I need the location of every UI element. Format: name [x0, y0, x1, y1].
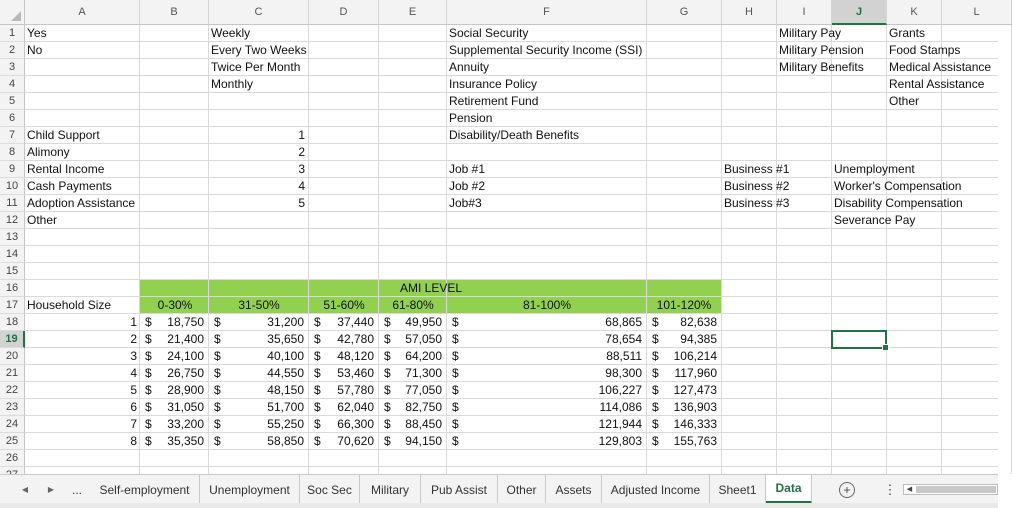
- currency-symbol: $: [452, 366, 459, 380]
- currency-symbol: $: [452, 315, 459, 329]
- ami-header-6: 101-120%: [656, 298, 712, 312]
- currency-symbol: $: [314, 349, 321, 363]
- currency-symbol: $: [384, 332, 391, 346]
- ami-value[interactable]: 37,440: [337, 315, 374, 329]
- grid-row-line: [25, 262, 998, 263]
- column-header-e[interactable]: E: [379, 0, 447, 25]
- cell-k3[interactable]: Medical Assistance: [889, 60, 992, 74]
- ami-value[interactable]: 70,620: [337, 434, 374, 448]
- sheet-tab-adjusted-income[interactable]: Adjusted Income: [602, 475, 710, 504]
- ami-value[interactable]: 155,763: [673, 434, 717, 448]
- horizontal-scrollbar[interactable]: [903, 484, 998, 495]
- sheet-tab-other[interactable]: Other: [498, 475, 546, 504]
- currency-symbol: $: [145, 366, 152, 380]
- currency-symbol: $: [214, 315, 221, 329]
- household-size-7[interactable]: 7: [130, 417, 137, 431]
- grid-row-line: [25, 466, 998, 467]
- ami-value[interactable]: 35,350: [167, 434, 204, 448]
- currency-symbol: $: [314, 434, 321, 448]
- ami-value[interactable]: 88,450: [405, 417, 442, 431]
- row-header-25[interactable]: 25: [0, 433, 25, 450]
- currency-symbol: $: [145, 434, 152, 448]
- ami-value[interactable]: 78,654: [605, 332, 642, 346]
- row-header-22[interactable]: 22: [0, 382, 25, 399]
- row-header-13[interactable]: 13: [0, 229, 25, 246]
- currency-symbol: $: [145, 417, 152, 431]
- cell-f9[interactable]: Job #1: [449, 162, 486, 176]
- currency-symbol: $: [214, 417, 221, 431]
- cell-j10[interactable]: Worker's Compensation: [834, 179, 962, 193]
- ami-value[interactable]: 71,300: [405, 366, 442, 380]
- ami-header-1: 0-30%: [157, 298, 193, 312]
- currency-symbol: $: [652, 434, 659, 448]
- currency-symbol: $: [384, 315, 391, 329]
- cell-h9[interactable]: Business #1: [724, 162, 790, 176]
- currency-symbol: $: [314, 315, 321, 329]
- household-size-2[interactable]: 2: [130, 332, 137, 346]
- cell-i1[interactable]: Military Pay: [779, 26, 842, 40]
- status-bar: [0, 503, 998, 508]
- row-header-1[interactable]: 1: [0, 25, 25, 42]
- column-header-g[interactable]: G: [647, 0, 722, 25]
- cell-f5[interactable]: Retirement Fund: [449, 94, 539, 108]
- ami-value[interactable]: 106,227: [598, 383, 642, 397]
- cell-f10[interactable]: Job #2: [449, 179, 486, 193]
- household-size-4[interactable]: 4: [130, 366, 137, 380]
- column-header-l[interactable]: L: [942, 0, 1012, 25]
- sheet-tab-unemployment[interactable]: Unemployment: [200, 475, 300, 504]
- sheet-tab-assets[interactable]: Assets: [546, 475, 602, 504]
- ami-value[interactable]: 18,750: [167, 315, 204, 329]
- ami-value[interactable]: 31,200: [267, 315, 304, 329]
- cell-f2[interactable]: Supplemental Security Income (SSI): [449, 43, 643, 57]
- row-header-16[interactable]: 16: [0, 280, 25, 297]
- cell-f3[interactable]: Annuity: [449, 60, 490, 74]
- cell-c10[interactable]: 4: [298, 179, 305, 193]
- add-sheet-button[interactable]: [834, 475, 860, 504]
- row-header-14[interactable]: 14: [0, 246, 25, 263]
- ami-value[interactable]: 49,950: [405, 315, 442, 329]
- cell-c4[interactable]: Monthly: [211, 77, 254, 91]
- currency-symbol: $: [214, 366, 221, 380]
- currency-symbol: $: [145, 400, 152, 414]
- currency-symbol: $: [652, 383, 659, 397]
- row-header-24[interactable]: 24: [0, 416, 25, 433]
- ami-value[interactable]: 55,250: [267, 417, 304, 431]
- row-header-26[interactable]: 26: [0, 450, 25, 467]
- cell-k4[interactable]: Rental Assistance: [889, 77, 985, 91]
- column-header-c[interactable]: C: [209, 0, 309, 25]
- ami-header-3: 51-60%: [323, 298, 365, 312]
- cell-c9[interactable]: 3: [298, 162, 305, 176]
- currency-symbol: $: [214, 400, 221, 414]
- row-header-11[interactable]: 11: [0, 195, 25, 212]
- currency-symbol: $: [652, 315, 659, 329]
- ami-value[interactable]: 117,960: [674, 366, 717, 380]
- ami-level-title: AMI LEVEL: [399, 281, 463, 295]
- column-header-d[interactable]: D: [309, 0, 379, 25]
- household-size-6[interactable]: 6: [130, 400, 137, 414]
- currency-symbol: $: [314, 366, 321, 380]
- cell-f1[interactable]: Social Security: [449, 26, 529, 40]
- currency-symbol: $: [384, 417, 391, 431]
- ami-value[interactable]: 64,200: [405, 349, 442, 363]
- cell-h11[interactable]: Business #3: [724, 196, 790, 210]
- currency-symbol: $: [145, 315, 152, 329]
- ami-value[interactable]: 28,900: [167, 383, 204, 397]
- currency-symbol: $: [384, 434, 391, 448]
- ami-value[interactable]: 62,040: [337, 400, 374, 414]
- ami-value[interactable]: 82,750: [405, 400, 442, 414]
- ami-value[interactable]: 77,050: [405, 383, 442, 397]
- ami-value[interactable]: 82,638: [680, 315, 717, 329]
- column-header-b[interactable]: B: [140, 0, 209, 25]
- add-sheet-icon: +: [839, 482, 855, 498]
- currency-symbol: $: [214, 383, 221, 397]
- row-header-19[interactable]: 19: [0, 331, 25, 348]
- more-options-icon[interactable]: ⋮: [883, 481, 897, 497]
- scrollbar-thumb[interactable]: [916, 486, 996, 493]
- cell-a10[interactable]: Cash Payments: [27, 179, 112, 193]
- cell-k5[interactable]: Other: [889, 94, 920, 108]
- ami-value[interactable]: 21,400: [167, 332, 204, 346]
- ami-value[interactable]: 48,150: [267, 383, 304, 397]
- ami-value[interactable]: 40,100: [267, 349, 304, 363]
- currency-symbol: $: [384, 366, 391, 380]
- currency-symbol: $: [214, 434, 221, 448]
- cell-c2[interactable]: Every Two Weeks: [211, 43, 307, 57]
- active-cell-j19[interactable]: [831, 330, 887, 349]
- cell-a7[interactable]: Child Support: [27, 128, 100, 142]
- column-header-h[interactable]: H: [722, 0, 777, 25]
- ami-value[interactable]: 57,780: [337, 383, 374, 397]
- ami-value[interactable]: 51,700: [267, 400, 304, 414]
- ami-value[interactable]: 146,333: [673, 417, 717, 431]
- row-header-3[interactable]: 3: [0, 59, 25, 76]
- cell-a12[interactable]: Other: [27, 213, 58, 227]
- cell-a11[interactable]: Adoption Assistance: [27, 196, 136, 210]
- cell-i3[interactable]: Military Benefits: [779, 60, 864, 74]
- household-size-5[interactable]: 5: [130, 383, 137, 397]
- cell-h10[interactable]: Business #2: [724, 179, 790, 193]
- currency-symbol: $: [384, 383, 391, 397]
- ami-value[interactable]: 24,100: [167, 349, 204, 363]
- cell-c7[interactable]: 1: [298, 128, 305, 142]
- currency-symbol: $: [452, 434, 459, 448]
- row-header-7[interactable]: 7: [0, 127, 25, 144]
- currency-symbol: $: [652, 349, 659, 363]
- sheet-tab-data[interactable]: Data: [766, 475, 812, 504]
- row-header-23[interactable]: 23: [0, 399, 25, 416]
- household-size-3[interactable]: 3: [130, 349, 137, 363]
- row-header-9[interactable]: 9: [0, 161, 25, 178]
- ami-value[interactable]: 121,944: [598, 417, 642, 431]
- cell-f4[interactable]: Insurance Policy: [449, 77, 538, 91]
- cell-a2[interactable]: No: [27, 43, 43, 57]
- cell-c8[interactable]: 2: [298, 145, 305, 159]
- ami-header-2: 31-50%: [238, 298, 280, 312]
- select-all-corner[interactable]: [0, 0, 25, 25]
- currency-symbol: $: [452, 349, 459, 363]
- row-header-21[interactable]: 21: [0, 365, 25, 382]
- cell-f7[interactable]: Disability/Death Benefits: [449, 128, 580, 142]
- currency-symbol: $: [652, 366, 659, 380]
- currency-symbol: $: [145, 383, 152, 397]
- currency-symbol: $: [214, 332, 221, 346]
- household-size-1[interactable]: 1: [130, 315, 137, 329]
- currency-symbol: $: [145, 332, 152, 346]
- row-header-17[interactable]: 17: [0, 297, 25, 314]
- currency-symbol: $: [314, 332, 321, 346]
- row-header-8[interactable]: 8: [0, 144, 25, 161]
- scroll-tabs-right-icon[interactable]: ▶: [47, 485, 55, 494]
- ami-value[interactable]: 26,750: [167, 366, 204, 380]
- sheet-tab-self-employment[interactable]: Self-employment: [90, 475, 200, 504]
- column-header-a[interactable]: A: [25, 0, 140, 25]
- column-header-j[interactable]: J: [832, 0, 887, 25]
- currency-symbol: $: [652, 400, 659, 414]
- cell-a8[interactable]: Alimony: [27, 145, 70, 159]
- currency-symbol: $: [214, 349, 221, 363]
- currency-symbol: $: [452, 383, 459, 397]
- ami-value[interactable]: 33,200: [167, 417, 204, 431]
- ami-value[interactable]: 127,473: [673, 383, 717, 397]
- currency-symbol: $: [452, 400, 459, 414]
- ami-value[interactable]: 94,385: [680, 332, 717, 346]
- column-header-f[interactable]: F: [447, 0, 647, 25]
- cell-f11[interactable]: Job#3: [449, 196, 482, 210]
- grid-row-line: [25, 245, 998, 246]
- ami-value[interactable]: 129,803: [598, 434, 642, 448]
- cell-i2[interactable]: Military Pension: [779, 43, 864, 57]
- row-header-10[interactable]: 10: [0, 178, 25, 195]
- cell-c11[interactable]: 5: [298, 196, 305, 210]
- ami-value[interactable]: 57,050: [405, 332, 442, 346]
- row-header-20[interactable]: 20: [0, 348, 25, 365]
- currency-symbol: $: [452, 417, 459, 431]
- ami-header-5: 81-100%: [522, 298, 572, 312]
- scroll-tabs-left-icon[interactable]: ◀: [21, 485, 29, 494]
- ami-value[interactable]: 114,086: [599, 400, 642, 414]
- household-size-8[interactable]: 8: [130, 434, 137, 448]
- ami-value[interactable]: 94,150: [405, 434, 442, 448]
- column-header-k[interactable]: K: [887, 0, 942, 25]
- ami-value[interactable]: 48,120: [337, 349, 374, 363]
- scroll-left-icon[interactable]: ◀: [906, 486, 913, 493]
- cell-c1[interactable]: Weekly: [211, 26, 251, 40]
- column-header-i[interactable]: I: [777, 0, 832, 25]
- row-header-12[interactable]: 12: [0, 212, 25, 229]
- ami-value[interactable]: 66,300: [337, 417, 374, 431]
- row-header-5[interactable]: 5: [0, 93, 25, 110]
- ami-value[interactable]: 106,214: [673, 349, 717, 363]
- cell-a1[interactable]: Yes: [27, 26, 47, 40]
- cell-j9[interactable]: Unemployment: [834, 162, 915, 176]
- ami-value[interactable]: 35,650: [267, 332, 304, 346]
- currency-symbol: $: [314, 400, 321, 414]
- cell-k1[interactable]: Grants: [889, 26, 926, 40]
- row-header-6[interactable]: 6: [0, 110, 25, 127]
- row-header-18[interactable]: 18: [0, 314, 25, 331]
- ami-value[interactable]: 68,865: [605, 315, 642, 329]
- currency-symbol: $: [452, 332, 459, 346]
- row-header-2[interactable]: 2: [0, 42, 25, 59]
- ami-value[interactable]: 53,460: [337, 366, 374, 380]
- ami-value[interactable]: 31,050: [167, 400, 204, 414]
- currency-symbol: $: [384, 400, 391, 414]
- cell-j11[interactable]: Disability Compensation: [834, 196, 963, 210]
- currency-symbol: $: [314, 417, 321, 431]
- currency-symbol: $: [652, 417, 659, 431]
- ami-value[interactable]: 88,511: [606, 349, 642, 363]
- more-tabs-ellipsis[interactable]: ...: [71, 482, 82, 497]
- sheet-tab-soc-sec[interactable]: Soc Sec: [300, 475, 360, 504]
- ami-header-4: 61-80%: [392, 298, 434, 312]
- currency-symbol: $: [314, 383, 321, 397]
- ami-value[interactable]: 44,550: [267, 366, 304, 380]
- ami-value[interactable]: 58,850: [267, 434, 304, 448]
- cell-a17[interactable]: Household Size: [27, 298, 112, 312]
- cell-k2[interactable]: Food Stamps: [889, 43, 961, 57]
- sheet-tab-sheet1[interactable]: Sheet1: [710, 475, 766, 504]
- currency-symbol: $: [145, 349, 152, 363]
- row-header-4[interactable]: 4: [0, 76, 25, 93]
- row-header-15[interactable]: 15: [0, 263, 25, 280]
- sheet-tab-military[interactable]: Military: [360, 475, 421, 504]
- ami-value[interactable]: 98,300: [605, 366, 642, 380]
- sheet-tab-pub-assist[interactable]: Pub Assist: [421, 475, 498, 504]
- cell-a9[interactable]: Rental Income: [27, 162, 105, 176]
- currency-symbol: $: [384, 349, 391, 363]
- currency-symbol: $: [652, 332, 659, 346]
- ami-value[interactable]: 42,780: [337, 332, 374, 346]
- ami-value[interactable]: 136,903: [673, 400, 717, 414]
- cell-f6[interactable]: Pension: [449, 111, 493, 125]
- cell-c3[interactable]: Twice Per Month: [211, 60, 301, 74]
- cell-j12[interactable]: Severance Pay: [834, 213, 916, 227]
